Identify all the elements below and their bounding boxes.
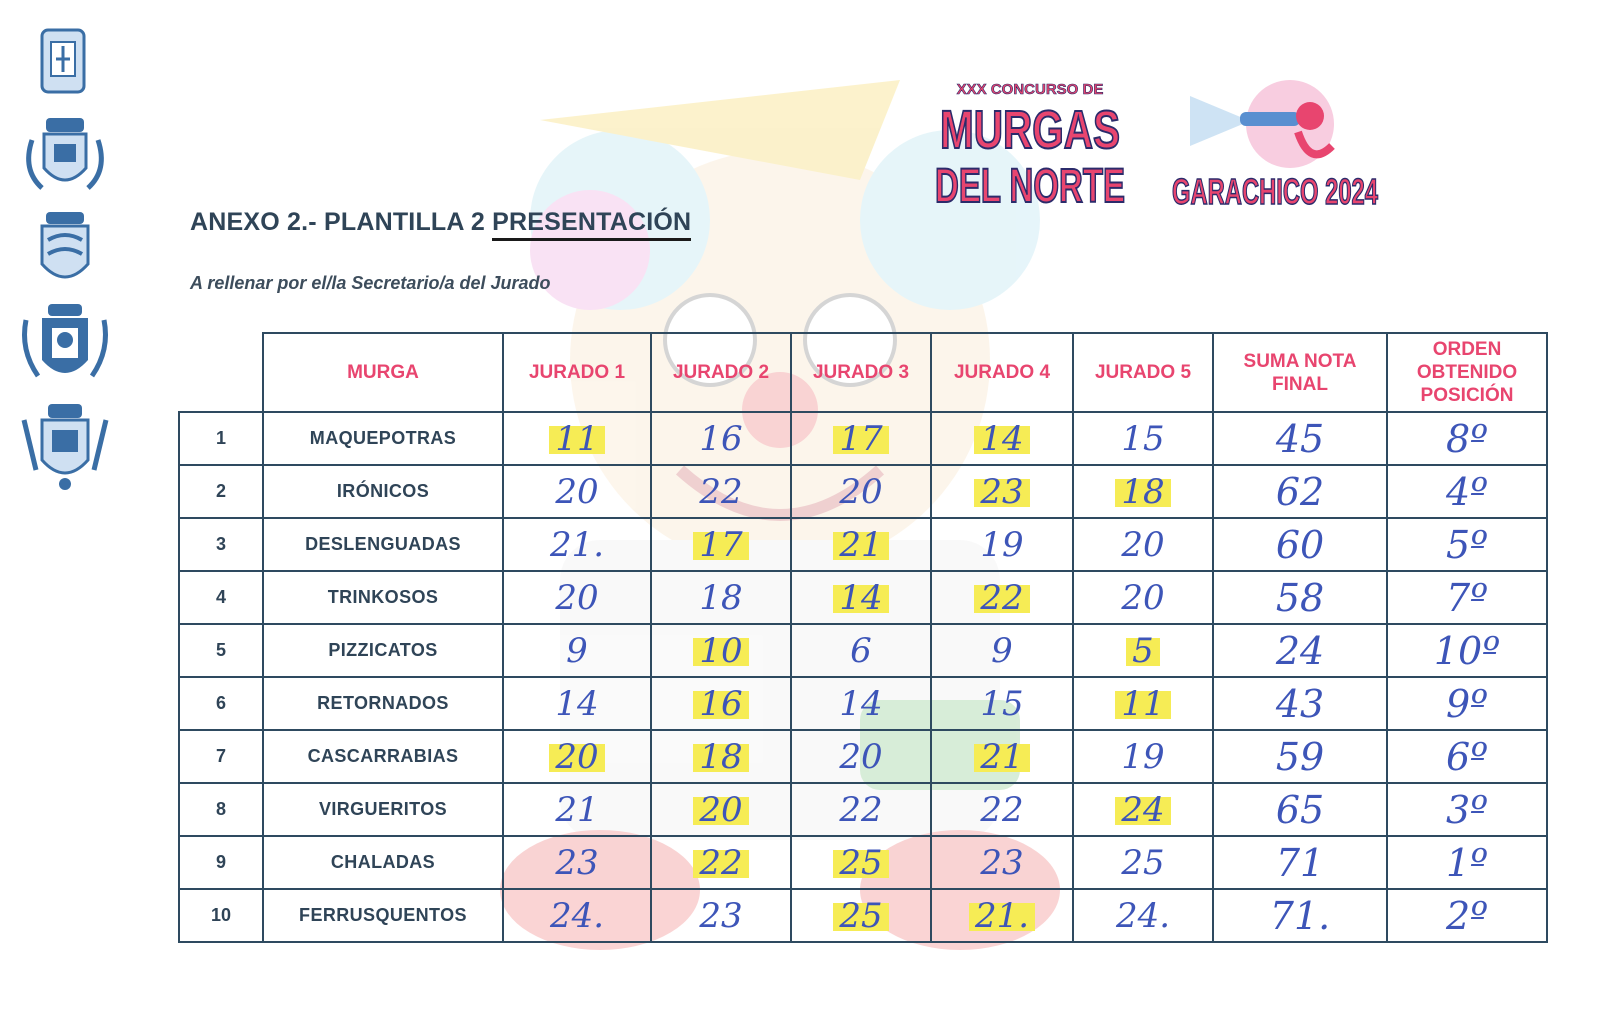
- jurado-5-score-value: 11: [1115, 684, 1170, 724]
- scores-table: [178, 332, 1548, 943]
- murgas-del-norte-logo: [930, 76, 1130, 216]
- jurado-4-score-value: 21.: [969, 896, 1035, 936]
- suma-nota-final-value: 62: [1275, 469, 1325, 514]
- jurado-5-score: [1073, 518, 1213, 571]
- jurado-4-score-value: 19: [980, 524, 1024, 565]
- jurado-4-score-value: 21: [974, 737, 1029, 777]
- table-row: [179, 677, 1547, 730]
- header-jurado-5: JURADO 5: [1073, 333, 1213, 412]
- jurado-2-score-value: 16: [693, 684, 748, 724]
- row-number: 2: [179, 465, 263, 518]
- jurado-4-score: [931, 571, 1073, 624]
- jurado-3-score-value: 6: [850, 630, 872, 671]
- murga-name: FERRUSQUENTOS: [263, 889, 503, 942]
- header-jurado-2: JURADO 2: [651, 333, 791, 412]
- jurado-5-score: [1073, 889, 1213, 942]
- jurado-2-score-value: 20: [693, 790, 748, 830]
- header-murga: MURGA: [263, 333, 503, 412]
- murga-name: VIRGUERITOS: [263, 783, 503, 836]
- jurado-5-score: [1073, 783, 1213, 836]
- murga-name: CHALADAS: [263, 836, 503, 889]
- jurado-2-score: [651, 624, 791, 677]
- jurado-1-score: [503, 465, 651, 518]
- jurado-1-score-value: 23: [555, 842, 599, 883]
- suma-nota-final-value: 65: [1275, 787, 1325, 832]
- jurado-1-score-value: 20: [549, 737, 604, 777]
- murga-name: MAQUEPOTRAS: [263, 412, 503, 465]
- row-number: 6: [179, 677, 263, 730]
- suma-nota-final-value: 45: [1275, 416, 1325, 461]
- jurado-2-score: [651, 783, 791, 836]
- suma-nota-final-value: 59: [1275, 734, 1325, 779]
- jurado-5-score: [1073, 412, 1213, 465]
- jurado-5-score: [1073, 624, 1213, 677]
- orden-posicion-value: 8º: [1445, 416, 1489, 461]
- jurado-5-score: [1073, 465, 1213, 518]
- jurado-4-score: [931, 783, 1073, 836]
- jurado-5-score: [1073, 836, 1213, 889]
- municipal-crest-3-icon: [36, 210, 94, 290]
- orden-posicion: [1387, 889, 1547, 942]
- orden-posicion-value: 7º: [1445, 575, 1489, 620]
- table-row: [179, 571, 1547, 624]
- jurado-5-score-value: 19: [1121, 736, 1165, 777]
- jurado-5-score: [1073, 571, 1213, 624]
- murga-name: RETORNADOS: [263, 677, 503, 730]
- jurado-4-score-value: 23: [980, 842, 1024, 883]
- jurado-1-score-value: 14: [555, 683, 599, 724]
- jurado-3-score: [791, 730, 931, 783]
- header-orden: ORDEN OBTENIDO POSICIÓN: [1387, 333, 1547, 412]
- row-number: 9: [179, 836, 263, 889]
- orden-posicion: [1387, 624, 1547, 677]
- jurado-2-score-value: 17: [693, 525, 748, 565]
- row-number: 1: [179, 412, 263, 465]
- jurado-2-score-value: 10: [693, 631, 748, 671]
- row-number: 3: [179, 518, 263, 571]
- orden-posicion: [1387, 677, 1547, 730]
- jurado-2-score: [651, 836, 791, 889]
- jurado-5-score-value: 15: [1121, 418, 1165, 459]
- murga-name: DESLENGUADAS: [263, 518, 503, 571]
- jurado-5-score-value: 25: [1121, 842, 1165, 883]
- jurado-3-score: [791, 412, 931, 465]
- jurado-3-score: [791, 836, 931, 889]
- header-jurado-1: JURADO 1: [503, 333, 651, 412]
- jurado-4-score: [931, 465, 1073, 518]
- jurado-1-score-value: 21: [555, 789, 599, 830]
- orden-posicion-value: 3º: [1445, 787, 1489, 832]
- orden-posicion-value: 1º: [1445, 840, 1489, 885]
- jurado-5-score-value: 24: [1115, 790, 1170, 830]
- jurado-5-score-value: 5: [1126, 631, 1160, 671]
- jurado-1-score: [503, 412, 651, 465]
- jurado-1-score: [503, 518, 651, 571]
- jurado-4-score: [931, 412, 1073, 465]
- jurado-2-score: [651, 412, 791, 465]
- orden-posicion: [1387, 412, 1547, 465]
- jurado-1-score-value: 11: [549, 419, 604, 459]
- jurado-4-score-value: 23: [974, 472, 1029, 512]
- jurado-2-score: [651, 465, 791, 518]
- jurado-1-score: [503, 783, 651, 836]
- suma-nota-final: [1213, 465, 1387, 518]
- jurado-2-score-value: 16: [699, 418, 743, 459]
- jurado-1-score: [503, 730, 651, 783]
- header-suma: SUMA NOTA FINAL: [1213, 333, 1387, 412]
- suma-nota-final: [1213, 677, 1387, 730]
- header-row: [179, 333, 1547, 412]
- suma-nota-final-value: 24: [1275, 628, 1325, 673]
- jurado-3-score: [791, 677, 931, 730]
- header-blank-cell: [179, 333, 263, 412]
- jurado-3-score-value: 14: [839, 683, 883, 724]
- document-title-underlined: PRESENTACIÓN: [492, 208, 691, 241]
- jurado-1-score: [503, 836, 651, 889]
- jurado-3-score: [791, 624, 931, 677]
- jurado-3-score-value: 14: [833, 578, 888, 618]
- jurado-3-score-value: 25: [833, 896, 888, 936]
- jurado-4-score: [931, 836, 1073, 889]
- jurado-1-score: [503, 571, 651, 624]
- jurado-1-score: [503, 677, 651, 730]
- murga-name: IRÓNICOS: [263, 465, 503, 518]
- jurado-3-score: [791, 465, 931, 518]
- suma-nota-final-value: 60: [1275, 522, 1325, 567]
- orden-posicion: [1387, 730, 1547, 783]
- orden-posicion-value: 2º: [1445, 893, 1489, 938]
- suma-nota-final: [1213, 836, 1387, 889]
- jurado-5-score: [1073, 677, 1213, 730]
- jurado-4-score: [931, 730, 1073, 783]
- jurado-2-score-value: 18: [699, 577, 743, 618]
- jurado-5-score: [1073, 730, 1213, 783]
- orden-posicion-value: 4º: [1445, 469, 1489, 514]
- logo-place: GARACHICO 2024: [1172, 171, 1378, 212]
- orden-posicion: [1387, 783, 1547, 836]
- row-number: 10: [179, 889, 263, 942]
- suma-nota-final: [1213, 730, 1387, 783]
- row-number: 8: [179, 783, 263, 836]
- jurado-2-score-value: 23: [699, 895, 743, 936]
- jurado-1-score-value: 20: [555, 471, 599, 512]
- jurado-1-score: [503, 889, 651, 942]
- jurado-2-score: [651, 677, 791, 730]
- table-row: [179, 783, 1547, 836]
- header-jurado-3: JURADO 3: [791, 333, 931, 412]
- jurado-4-score: [931, 889, 1073, 942]
- suma-nota-final: [1213, 412, 1387, 465]
- table-row: [179, 412, 1547, 465]
- jurado-4-score-value: 9: [991, 630, 1013, 671]
- municipal-crest-2-icon: [22, 110, 108, 196]
- logo-event-line1: XXX CONCURSO DE: [956, 81, 1104, 98]
- orden-posicion: [1387, 836, 1547, 889]
- jurado-5-score-value: 20: [1121, 524, 1165, 565]
- jurado-2-score-value: 22: [693, 843, 748, 883]
- jurado-3-score: [791, 571, 931, 624]
- jurado-4-score-value: 22: [974, 578, 1029, 618]
- jurado-4-score: [931, 624, 1073, 677]
- jurado-2-score: [651, 571, 791, 624]
- jurado-1-score-value: 21.: [549, 524, 605, 565]
- jurado-1-score-value: 9: [566, 630, 588, 671]
- table-row: [179, 889, 1547, 942]
- jurado-1-score-value: 20: [555, 577, 599, 618]
- suma-nota-final-value: 58: [1275, 575, 1325, 620]
- suma-nota-final: [1213, 783, 1387, 836]
- orden-posicion-value: 5º: [1445, 522, 1489, 567]
- table-row: [179, 518, 1547, 571]
- municipal-crest-1-icon: [38, 26, 88, 96]
- jurado-2-score-value: 22: [699, 471, 743, 512]
- table-row: [179, 465, 1547, 518]
- jurado-1-score: [503, 624, 651, 677]
- jurado-4-score: [931, 518, 1073, 571]
- table-row: [179, 836, 1547, 889]
- jurado-3-score-value: 22: [839, 789, 883, 830]
- suma-nota-final: [1213, 518, 1387, 571]
- jurado-3-score: [791, 783, 931, 836]
- jurado-2-score: [651, 730, 791, 783]
- jurado-3-score-value: 20: [839, 736, 883, 777]
- jurado-4-score-value: 22: [980, 789, 1024, 830]
- municipal-crest-5-icon: [16, 400, 114, 492]
- suma-nota-final-value: 71: [1275, 840, 1325, 885]
- jurado-1-score-value: 24.: [549, 895, 605, 936]
- row-number: 4: [179, 571, 263, 624]
- document-subtitle: A rellenar por el/la Secretario/a del Jurado: [190, 273, 551, 293]
- suma-nota-final-value: 43: [1275, 681, 1325, 726]
- logo-event-line2: MURGAS: [940, 100, 1120, 160]
- municipal-crest-4-icon: [20, 300, 110, 386]
- jurado-3-score-value: 25: [833, 843, 888, 883]
- header-jurado-4: JURADO 4: [931, 333, 1073, 412]
- document-title-prefix: ANEXO 2.- PLANTILLA 2: [190, 208, 493, 236]
- jurado-4-score-value: 14: [974, 419, 1029, 459]
- suma-nota-final: [1213, 889, 1387, 942]
- jurado-3-score-value: 20: [839, 471, 883, 512]
- orden-posicion-value: 9º: [1445, 681, 1489, 726]
- suma-nota-final-value: 71.: [1269, 893, 1331, 938]
- jurado-3-score-value: 21: [833, 525, 888, 565]
- jurado-5-score-value: 24.: [1115, 895, 1171, 936]
- row-number: 7: [179, 730, 263, 783]
- score-rows: [179, 412, 1547, 942]
- orden-posicion: [1387, 518, 1547, 571]
- jurado-3-score: [791, 518, 931, 571]
- orden-posicion-value: 6º: [1445, 734, 1489, 779]
- jurado-5-score-value: 18: [1115, 472, 1170, 512]
- jurado-2-score: [651, 518, 791, 571]
- murga-name: TRINKOSOS: [263, 571, 503, 624]
- logo-event-line3: DEL NORTE: [935, 160, 1125, 213]
- row-number: 5: [179, 624, 263, 677]
- jurado-2-score-value: 18: [693, 737, 748, 777]
- table-row: [179, 730, 1547, 783]
- jurado-4-score-value: 15: [980, 683, 1024, 724]
- table-row: [179, 624, 1547, 677]
- orden-posicion-value: 10º: [1433, 628, 1501, 673]
- jurado-4-score: [931, 677, 1073, 730]
- jurado-2-score: [651, 889, 791, 942]
- suma-nota-final: [1213, 571, 1387, 624]
- jurado-5-score-value: 20: [1121, 577, 1165, 618]
- jurado-3-score: [791, 889, 931, 942]
- garachico-2024-logo: [1160, 76, 1390, 216]
- orden-posicion: [1387, 571, 1547, 624]
- murga-name: CASCARRABIAS: [263, 730, 503, 783]
- jurado-3-score-value: 17: [833, 419, 888, 459]
- murga-name: PIZZICATOS: [263, 624, 503, 677]
- orden-posicion: [1387, 465, 1547, 518]
- suma-nota-final: [1213, 624, 1387, 677]
- document-title: [190, 208, 691, 237]
